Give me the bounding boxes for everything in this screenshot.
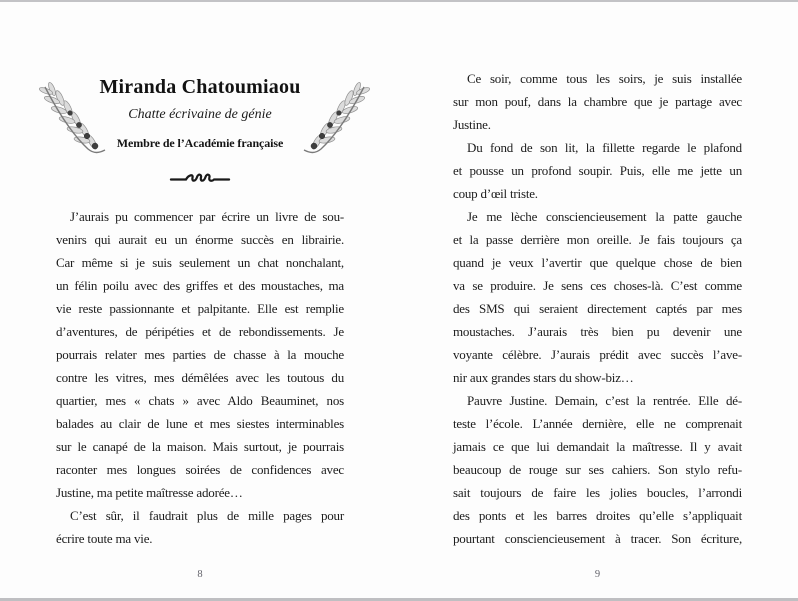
text-line: vie reste passionnante et palpitante. Elle est remplie: [56, 301, 344, 316]
rope-twist-divider-icon: [56, 172, 344, 192]
text-line: voyante célèbre. J’aurais prédit avec succès l’ave-: [453, 347, 742, 362]
text-line: C’est sûr, il faudrait plus de mille pages pour: [70, 508, 344, 523]
text-line: pourrais relater mes parties de chasse à la mouche: [56, 347, 344, 362]
page-number-left: 8: [197, 569, 203, 580]
text-line: contre les vitres, mes démêlées avec les toutous du: [56, 370, 344, 385]
text-line: Du fond de son lit, la fillette regarde le plafond: [467, 140, 742, 155]
text-line: et pousse un profond soupir. Puis, elle me jette un: [453, 163, 742, 178]
text-line: sait toujours de faire les jolies boucles, l’arrondi: [453, 485, 742, 500]
text-line: quartier, mes « chats » avec Aldo Beauminet, nos: [56, 393, 344, 408]
text-line: beaucoup de rouge sur ses cahiers. Son stylo refu-: [453, 462, 742, 477]
text-line: d’aventures, de péripéties et de rebondissements. Je: [56, 324, 344, 339]
page-number-right: 9: [594, 569, 601, 580]
text-line: J’aurais pu commencer par écrire un livre de sou-: [70, 209, 344, 224]
right-page-body: [453, 67, 742, 550]
chapter-author-subtitle: Chatte écrivaine de génie: [128, 107, 272, 122]
text-line: des ponts et les barres droites qu’elle s’appliquait: [453, 508, 742, 523]
left-page-body: [56, 205, 344, 550]
text-line: Justine, ma petite maîtresse adorée…: [56, 485, 243, 500]
text-line: un félin poilu avec des griffes et des moustaches, ma: [56, 278, 344, 293]
text-line: nir aux grandes stars du show-biz…: [453, 370, 634, 385]
text-line: sur le canapé de la maison. Mais surtout, je pourrais: [56, 439, 344, 454]
text-line: Justine.: [453, 117, 491, 132]
left-page: [56, 0, 344, 601]
text-line: moustaches. J’aurais très bien pu devenir une: [453, 324, 742, 339]
text-line: venirs qui aurait eu un énorme succès en librairie.: [56, 232, 344, 247]
right-page: [453, 0, 742, 601]
text-line: teste l’école. L’année dernière, elle ne comprenait: [453, 416, 742, 431]
text-line: raconter mes longues soirées de confidences avec: [56, 462, 344, 477]
text-line: écrire toute ma vie.: [56, 531, 153, 546]
text-line: sur mon pouf, dans la chambre que je partage avec: [453, 94, 742, 109]
text-line: des SMS qui seraient directement captés par mes: [453, 301, 742, 316]
text-line: Car même si je suis seulement un chat nonchalant,: [56, 255, 344, 270]
text-line: quand je veux l’avertir que quelque chose de bien: [453, 255, 742, 270]
text-line: jamais ce que lui demandait la maîtresse. Il y avait: [453, 439, 742, 454]
text-line: va se produire. Je sens ces choses-là. C’est comme: [453, 278, 742, 293]
chapter-author-membership: Membre de l’Académie française: [116, 136, 284, 150]
text-line: et la passe derrière mon oreille. Je fais toujours ça: [453, 232, 742, 247]
text-line: Pauvre Justine. Demain, c’est la rentrée. Elle dé-: [467, 393, 742, 408]
text-line: pourtant consciencieusement à tracer. Son écriture,: [453, 531, 742, 546]
text-line: coup d’œil triste.: [453, 186, 538, 201]
text-line: Je me lèche consciencieusement la patte gauche: [467, 209, 742, 224]
text-line: balades au clair de lune et mes siestes interminables: [56, 416, 344, 431]
text-line: Ce soir, comme tous les soirs, je suis installée: [467, 71, 742, 86]
chapter-author-title: Miranda Chatoumiaou: [99, 76, 301, 98]
